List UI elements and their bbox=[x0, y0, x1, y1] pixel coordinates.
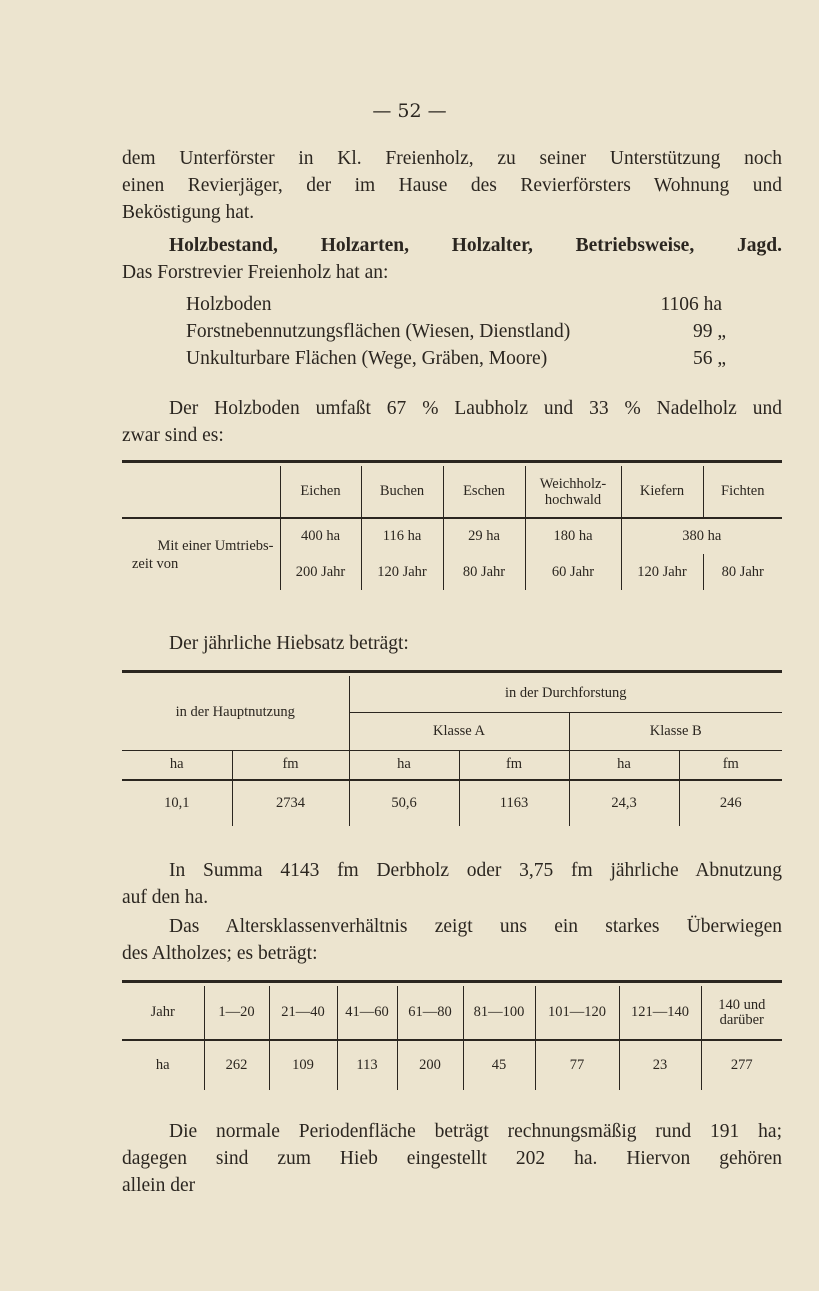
unit-cell: fm bbox=[722, 756, 739, 773]
table-cell: 120 Jahr bbox=[621, 554, 703, 590]
table-cell: 116 ha bbox=[361, 518, 443, 554]
summa-line: auf den ha. bbox=[122, 887, 209, 908]
header-cell: 21—40 bbox=[269, 986, 337, 1040]
hiebsatz-title: Der jährliche Hiebsatz beträgt: bbox=[169, 633, 409, 654]
table-rule bbox=[122, 670, 782, 673]
header-cell: in der Durchforstung bbox=[349, 676, 782, 712]
area-value: 1106 ha bbox=[660, 294, 722, 315]
table-cell: 380 ha bbox=[682, 528, 722, 544]
header-cell: Klasse A bbox=[349, 712, 569, 750]
header-cell: Klasse B bbox=[569, 712, 782, 750]
unit-cell: fm bbox=[459, 750, 569, 780]
hiebsatz-table bbox=[122, 676, 782, 826]
table-cell: 246 bbox=[719, 795, 742, 811]
table-cell: 77 bbox=[535, 1040, 619, 1090]
header-line: Weichholz- bbox=[539, 475, 607, 492]
area-value: 99 „ bbox=[692, 321, 726, 342]
closing-line: dagegen sind zum Hieb eingestellt 202 ha. Hiervon gehören bbox=[122, 1148, 782, 1169]
area-label: Forstnebennutzungsflächen (Wiesen, Dienstland) bbox=[186, 321, 571, 342]
table-cell: 113 bbox=[337, 1040, 397, 1090]
area-label: Holzboden bbox=[186, 294, 272, 315]
table-cell: 80 Jahr bbox=[443, 554, 525, 590]
table-cell: 180 ha bbox=[525, 518, 621, 554]
section-heading-rest: Das Forstrevier Freienholz hat an: bbox=[122, 262, 389, 283]
intro-line: Beköstigung hat. bbox=[122, 202, 255, 223]
age-class-table bbox=[122, 986, 782, 1090]
header-cell: 121—140 bbox=[619, 986, 701, 1040]
table-cell: 120 Jahr bbox=[361, 554, 443, 590]
header-cell bbox=[701, 986, 782, 1040]
unit-cell: fm bbox=[232, 750, 349, 780]
header-cell: 41—60 bbox=[337, 986, 397, 1040]
header-cell: 81—100 bbox=[463, 986, 535, 1040]
holzboden-line: zwar sind es: bbox=[122, 425, 224, 446]
table-cell: 262 bbox=[204, 1040, 269, 1090]
unit-cell: ha bbox=[349, 750, 459, 780]
hiebsatz-paragraph bbox=[122, 630, 782, 657]
table-cell: 109 bbox=[269, 1040, 337, 1090]
header-cell: Kiefern bbox=[621, 466, 703, 518]
table-cell: 200 Jahr bbox=[280, 554, 361, 590]
holzboden-paragraph bbox=[122, 395, 782, 449]
header-cell: 61—80 bbox=[397, 986, 463, 1040]
header-cell: Eichen bbox=[280, 466, 361, 518]
species-table bbox=[122, 466, 782, 590]
table-cell: 50,6 bbox=[349, 780, 459, 826]
table-corner-cell bbox=[122, 466, 280, 518]
alters-paragraph bbox=[122, 913, 782, 967]
table-cell: 29 ha bbox=[443, 518, 525, 554]
alters-line: Das Altersklassenverhältnis zeigt uns ein starkes Überwiegen bbox=[169, 916, 782, 937]
table-cell: 80 Jahr bbox=[721, 563, 764, 580]
table-cell: 1163 bbox=[459, 780, 569, 826]
header-cell: 101—120 bbox=[535, 986, 619, 1040]
intro-line: einen Revierjäger, der im Hause des Revierförsters Wohnung und bbox=[122, 175, 782, 196]
table-cell: 10,1 bbox=[122, 780, 232, 826]
closing-line: allein der bbox=[122, 1175, 196, 1196]
header-cell: Eschen bbox=[443, 466, 525, 518]
header-line: 140 und bbox=[718, 996, 766, 1013]
row-label bbox=[122, 518, 280, 590]
table-rule bbox=[122, 980, 782, 983]
header-line: darüber bbox=[719, 1011, 764, 1028]
unit-cell: ha bbox=[122, 750, 232, 780]
list-item bbox=[186, 291, 726, 318]
area-value: 56 „ bbox=[692, 348, 726, 369]
table-cell: 24,3 bbox=[569, 780, 679, 826]
table-cell: 23 bbox=[619, 1040, 701, 1090]
closing-line: Die normale Periodenfläche beträgt rechnungsmäßig rund 191 ha; bbox=[169, 1121, 782, 1142]
holzboden-line: Der Holzboden umfaßt 67 % Laubholz und 33 % Nadelholz und bbox=[169, 398, 782, 419]
page-number: — 52 — bbox=[372, 100, 447, 122]
list-item bbox=[186, 345, 726, 372]
area-label: Unkulturbare Flächen (Wege, Gräben, Moore) bbox=[186, 348, 548, 369]
closing-paragraph bbox=[122, 1118, 782, 1199]
table-cell: 45 bbox=[463, 1040, 535, 1090]
table-rule bbox=[122, 460, 782, 463]
unit-cell: ha bbox=[569, 750, 679, 780]
section-heading: Holzbestand, Holzarten, Holzalter, Betriebsweise, Jagd. bbox=[169, 235, 782, 256]
header-cell bbox=[525, 466, 621, 518]
list-item bbox=[186, 318, 726, 345]
header-cell: 1—20 bbox=[204, 986, 269, 1040]
section-paragraph bbox=[122, 232, 782, 286]
table-cell: 60 Jahr bbox=[525, 554, 621, 590]
header-line: hochwald bbox=[544, 491, 602, 508]
alters-line: des Altholzes; es beträgt: bbox=[122, 943, 318, 964]
area-list bbox=[186, 291, 726, 372]
header-cell: Jahr bbox=[122, 986, 204, 1040]
header-cell: Buchen bbox=[361, 466, 443, 518]
intro-paragraph bbox=[122, 145, 782, 226]
row-label: ha bbox=[122, 1040, 204, 1090]
header-cell: Fichten bbox=[721, 483, 765, 499]
table-cell: 277 bbox=[730, 1057, 753, 1073]
table-cell: 2734 bbox=[232, 780, 349, 826]
summa-paragraph bbox=[122, 857, 782, 911]
header-cell: in der Hauptnutzung bbox=[122, 676, 349, 750]
row-label-line: Mit einer Umtriebs- bbox=[157, 537, 274, 554]
row-label-line: zeit von bbox=[132, 555, 179, 572]
summa-line: In Summa 4143 fm Derbholz oder 3,75 fm jährliche Abnutzung bbox=[169, 860, 782, 881]
intro-line: dem Unterförster in Kl. Freienholz, zu seiner Unterstützung noch bbox=[122, 148, 782, 169]
table-cell: 400 ha bbox=[280, 518, 361, 554]
table-cell: 200 bbox=[397, 1040, 463, 1090]
